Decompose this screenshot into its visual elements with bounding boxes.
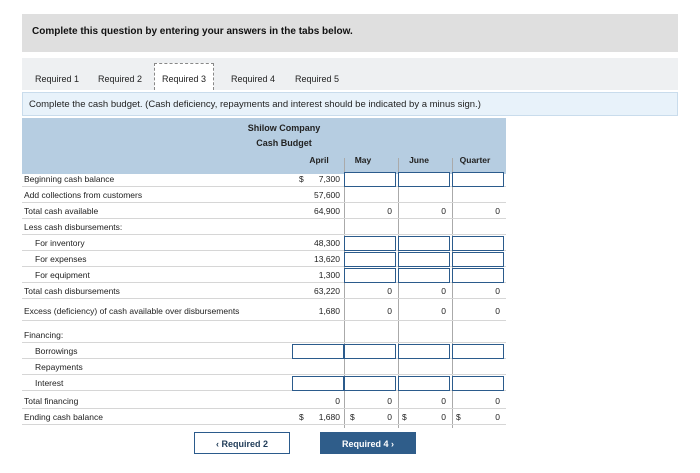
april-value: 57,600 [314,190,340,200]
tab-required-3[interactable]: Required 3 [154,63,214,90]
prev-button-label: Required 2 [221,439,269,449]
june-value: 0 [441,286,446,296]
quarter-input[interactable] [452,376,504,391]
june-value: 0 [441,206,446,216]
quarter-value: 0 [495,396,500,406]
june-value: 0 [441,396,446,406]
chevron-left-icon: ‹ [215,439,219,449]
june-value: 0 [441,306,446,316]
may-value: 0 [387,412,392,422]
row-less-disbursements [22,219,506,235]
currency-sign: $ [456,412,461,422]
instructions-text: Complete this question by entering your answers in the tabs below. [32,26,353,37]
april-value: 0 [335,396,340,406]
row-inventory [22,235,506,251]
row-beginning-cash [22,171,506,187]
quarter-input[interactable] [452,172,504,187]
april-value: 48,300 [314,238,340,248]
budget-title: Cash Budget [256,138,312,148]
currency-sign: $ [299,174,304,184]
june-value: 0 [441,412,446,422]
row-total-available [22,203,506,219]
quarter-input[interactable] [452,252,504,267]
row-label: Total cash disbursements [24,286,120,296]
tab-required-2[interactable]: Required 2 [97,74,143,84]
tab-required-1[interactable]: Required 1 [34,74,80,84]
row-label: Add collections from customers [24,190,143,200]
column-april: April [309,155,329,165]
may-input[interactable] [344,172,396,187]
next-button-label: Required 4 [341,439,389,449]
may-value: 0 [387,206,392,216]
prev-button[interactable] [194,432,290,454]
june-input[interactable] [398,252,450,267]
row-label: Total cash available [24,206,99,216]
row-label: Repayments [35,362,83,372]
june-input[interactable] [398,172,450,187]
currency-sign: $ [402,412,407,422]
quarter-value: 0 [495,306,500,316]
tab-bar [22,58,678,90]
table-header [22,118,506,174]
cash-budget-table [22,118,506,430]
may-input[interactable] [344,268,396,283]
row-label: For expenses [35,254,87,264]
quarter-input[interactable] [452,344,504,359]
april-value: 64,900 [314,206,340,216]
may-input[interactable] [344,236,396,251]
column-quarter: Quarter [459,155,491,165]
company-name: Shilow Company [247,123,321,133]
row-ending-cash [22,409,506,425]
may-value: 0 [387,286,392,296]
april-input[interactable] [292,344,344,359]
may-input[interactable] [344,252,396,267]
june-input[interactable] [398,236,450,251]
april-input[interactable] [292,376,344,391]
quarter-value: 0 [495,206,500,216]
tab-required-4[interactable]: Required 4 [230,74,276,84]
row-label: Interest [35,378,64,388]
june-input[interactable] [398,268,450,283]
next-button[interactable] [320,432,416,454]
prompt-banner [22,92,678,116]
quarter-value: 0 [495,412,500,422]
column-june: June [409,155,429,165]
row-label: Financing: [24,330,64,340]
may-value: 0 [387,396,392,406]
row-expenses [22,251,506,267]
june-input[interactable] [398,344,450,359]
row-excess [22,301,506,321]
currency-sign: $ [299,412,304,422]
may-input[interactable] [344,376,396,391]
row-label: Total financing [24,396,79,406]
quarter-input[interactable] [452,236,504,251]
row-label: For equipment [35,270,90,280]
april-value: 1,300 [318,270,340,280]
row-label: Borrowings [35,346,78,356]
currency-sign: $ [350,412,355,422]
row-label: Ending cash balance [24,412,103,422]
row-financing [22,327,506,343]
tab-required-5[interactable]: Required 5 [294,74,340,84]
prompt-text: Complete the cash budget. (Cash deficiency, repayments and interest should be indicated by a minus sign.) [29,99,481,110]
row-total-disbursements [22,283,506,299]
row-label: Less cash disbursements: [24,222,123,232]
column-may: May [354,155,372,165]
april-value: 13,620 [314,254,340,264]
row-borrowings [22,343,506,359]
row-interest [22,375,506,391]
quarter-value: 0 [495,286,500,296]
april-value: 1,680 [318,412,340,422]
row-label: Beginning cash balance [24,174,115,184]
may-input[interactable] [344,344,396,359]
may-value: 0 [387,306,392,316]
april-value: 7,300 [318,174,340,184]
instructions-bar [22,14,678,52]
row-total-financing [22,393,506,409]
chevron-right-icon: › [391,439,395,449]
quarter-input[interactable] [452,268,504,283]
june-input[interactable] [398,376,450,391]
april-value: 63,220 [314,286,340,296]
row-label: For inventory [35,238,85,248]
row-collections [22,187,506,203]
april-value: 1,680 [318,306,340,316]
row-repayments [22,359,506,375]
row-label: Excess (deficiency) of cash available over disbursements [24,306,240,316]
row-equipment [22,267,506,283]
